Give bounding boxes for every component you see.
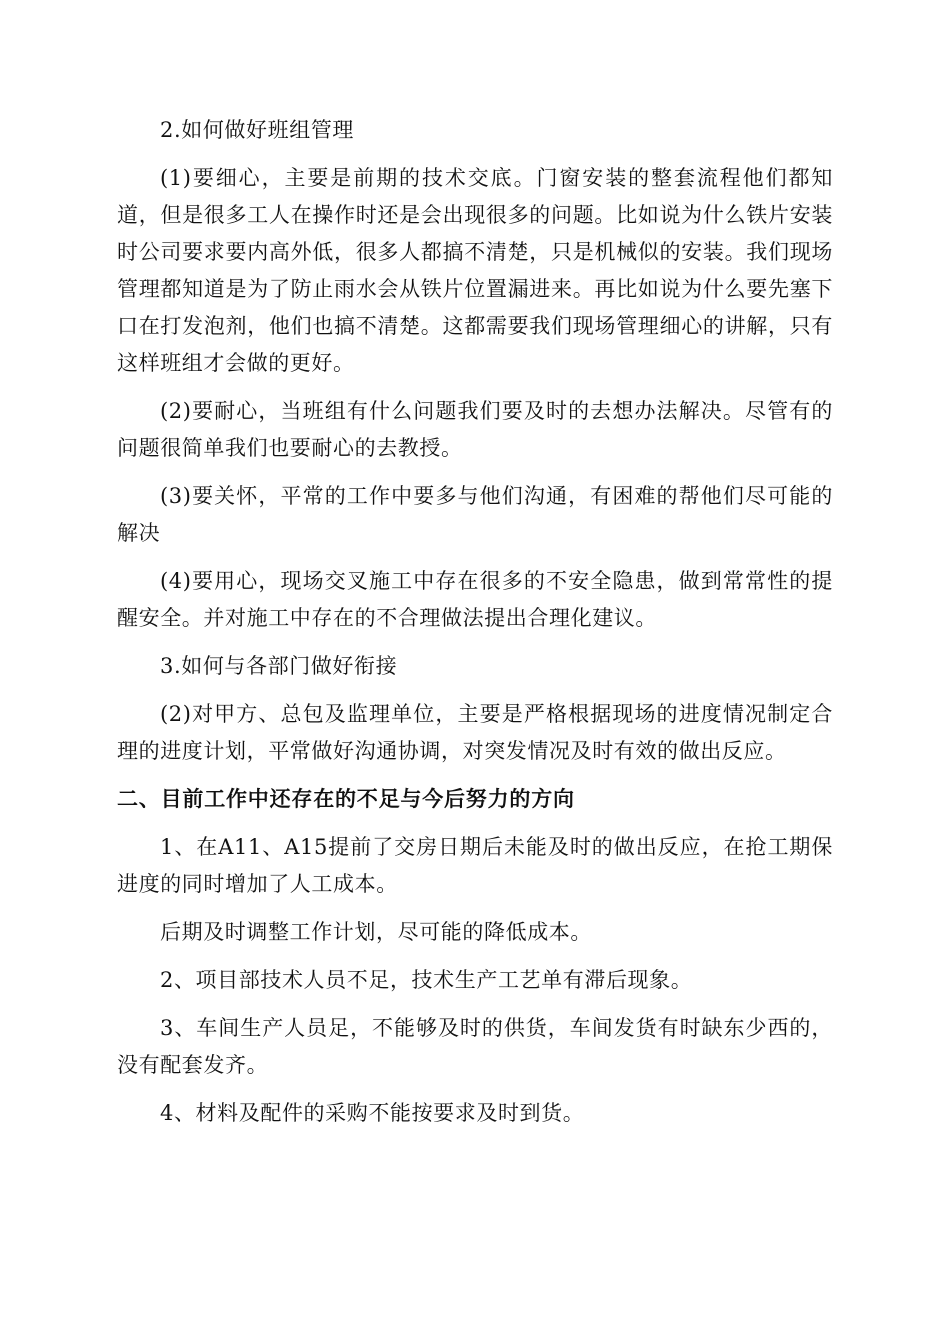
paragraph-attentive: (4)要用心，现场交叉施工中存在很多的不安全隐患，做到常常性的提醒安全。并对施工中存在的不合理做法提出合理化建议。 bbox=[117, 569, 833, 630]
section-heading: 二、目前工作中还存在的不足与今后努力的方向 bbox=[117, 787, 575, 811]
paragraph-item-3: 3、车间生产人员足，不能够及时的供货，车间发货有时缺东少西的，没有配套发齐。 bbox=[117, 1016, 833, 1077]
paragraph-item-4: 4、材料及配件的采购不能按要求及时到货。 bbox=[160, 1101, 585, 1125]
paragraph-owner-contractor: (2)对甲方、总包及监理单位，主要是严格根据现场的进度情况制定合理的进度计划，平常做好沟通协调，对突发情况及时有效的做出反应。 bbox=[117, 702, 833, 763]
document-body bbox=[117, 112, 833, 1143]
subheading-department-coordination: 3.如何与各部门做好衔接 bbox=[160, 654, 398, 678]
paragraph-item-2: 2、项目部技术人员不足，技术生产工艺单有滞后现象。 bbox=[160, 968, 693, 992]
paragraph-item-1: 1、在A11、A15提前了交房日期后未能及时的做出反应，在抢工期保进度的同时增加了人工成本。 bbox=[117, 835, 833, 896]
paragraph-item-1-followup: 后期及时调整工作计划，尽可能的降低成本。 bbox=[160, 920, 592, 944]
subheading-team-management: 2.如何做好班组管理 bbox=[160, 118, 355, 142]
paragraph-caring: (3)要关怀，平常的工作中要多与他们沟通，有困难的帮他们尽可能的解决 bbox=[117, 484, 833, 545]
paragraph-patient: (2)要耐心，当班组有什么问题我们要及时的去想办法解决。尽管有的问题很简单我们也要耐心的去教授。 bbox=[117, 399, 833, 460]
paragraph-careful: (1)要细心，主要是前期的技术交底。门窗安装的整套流程他们都知道，但是很多工人在操作时还是会出现很多的问题。比如说为什么铁片安装时公司要求要内高外低，很多人都搞不清楚，只是机械似的安装。我们现场管理都知道是为了防止雨水会从铁片位置漏进来。再比如说为什么要先塞下口在打发泡剂，他们也搞不清楚。这都需要我们现场管理细心的讲解，只有这样班组才会做的更好。 bbox=[117, 166, 833, 375]
